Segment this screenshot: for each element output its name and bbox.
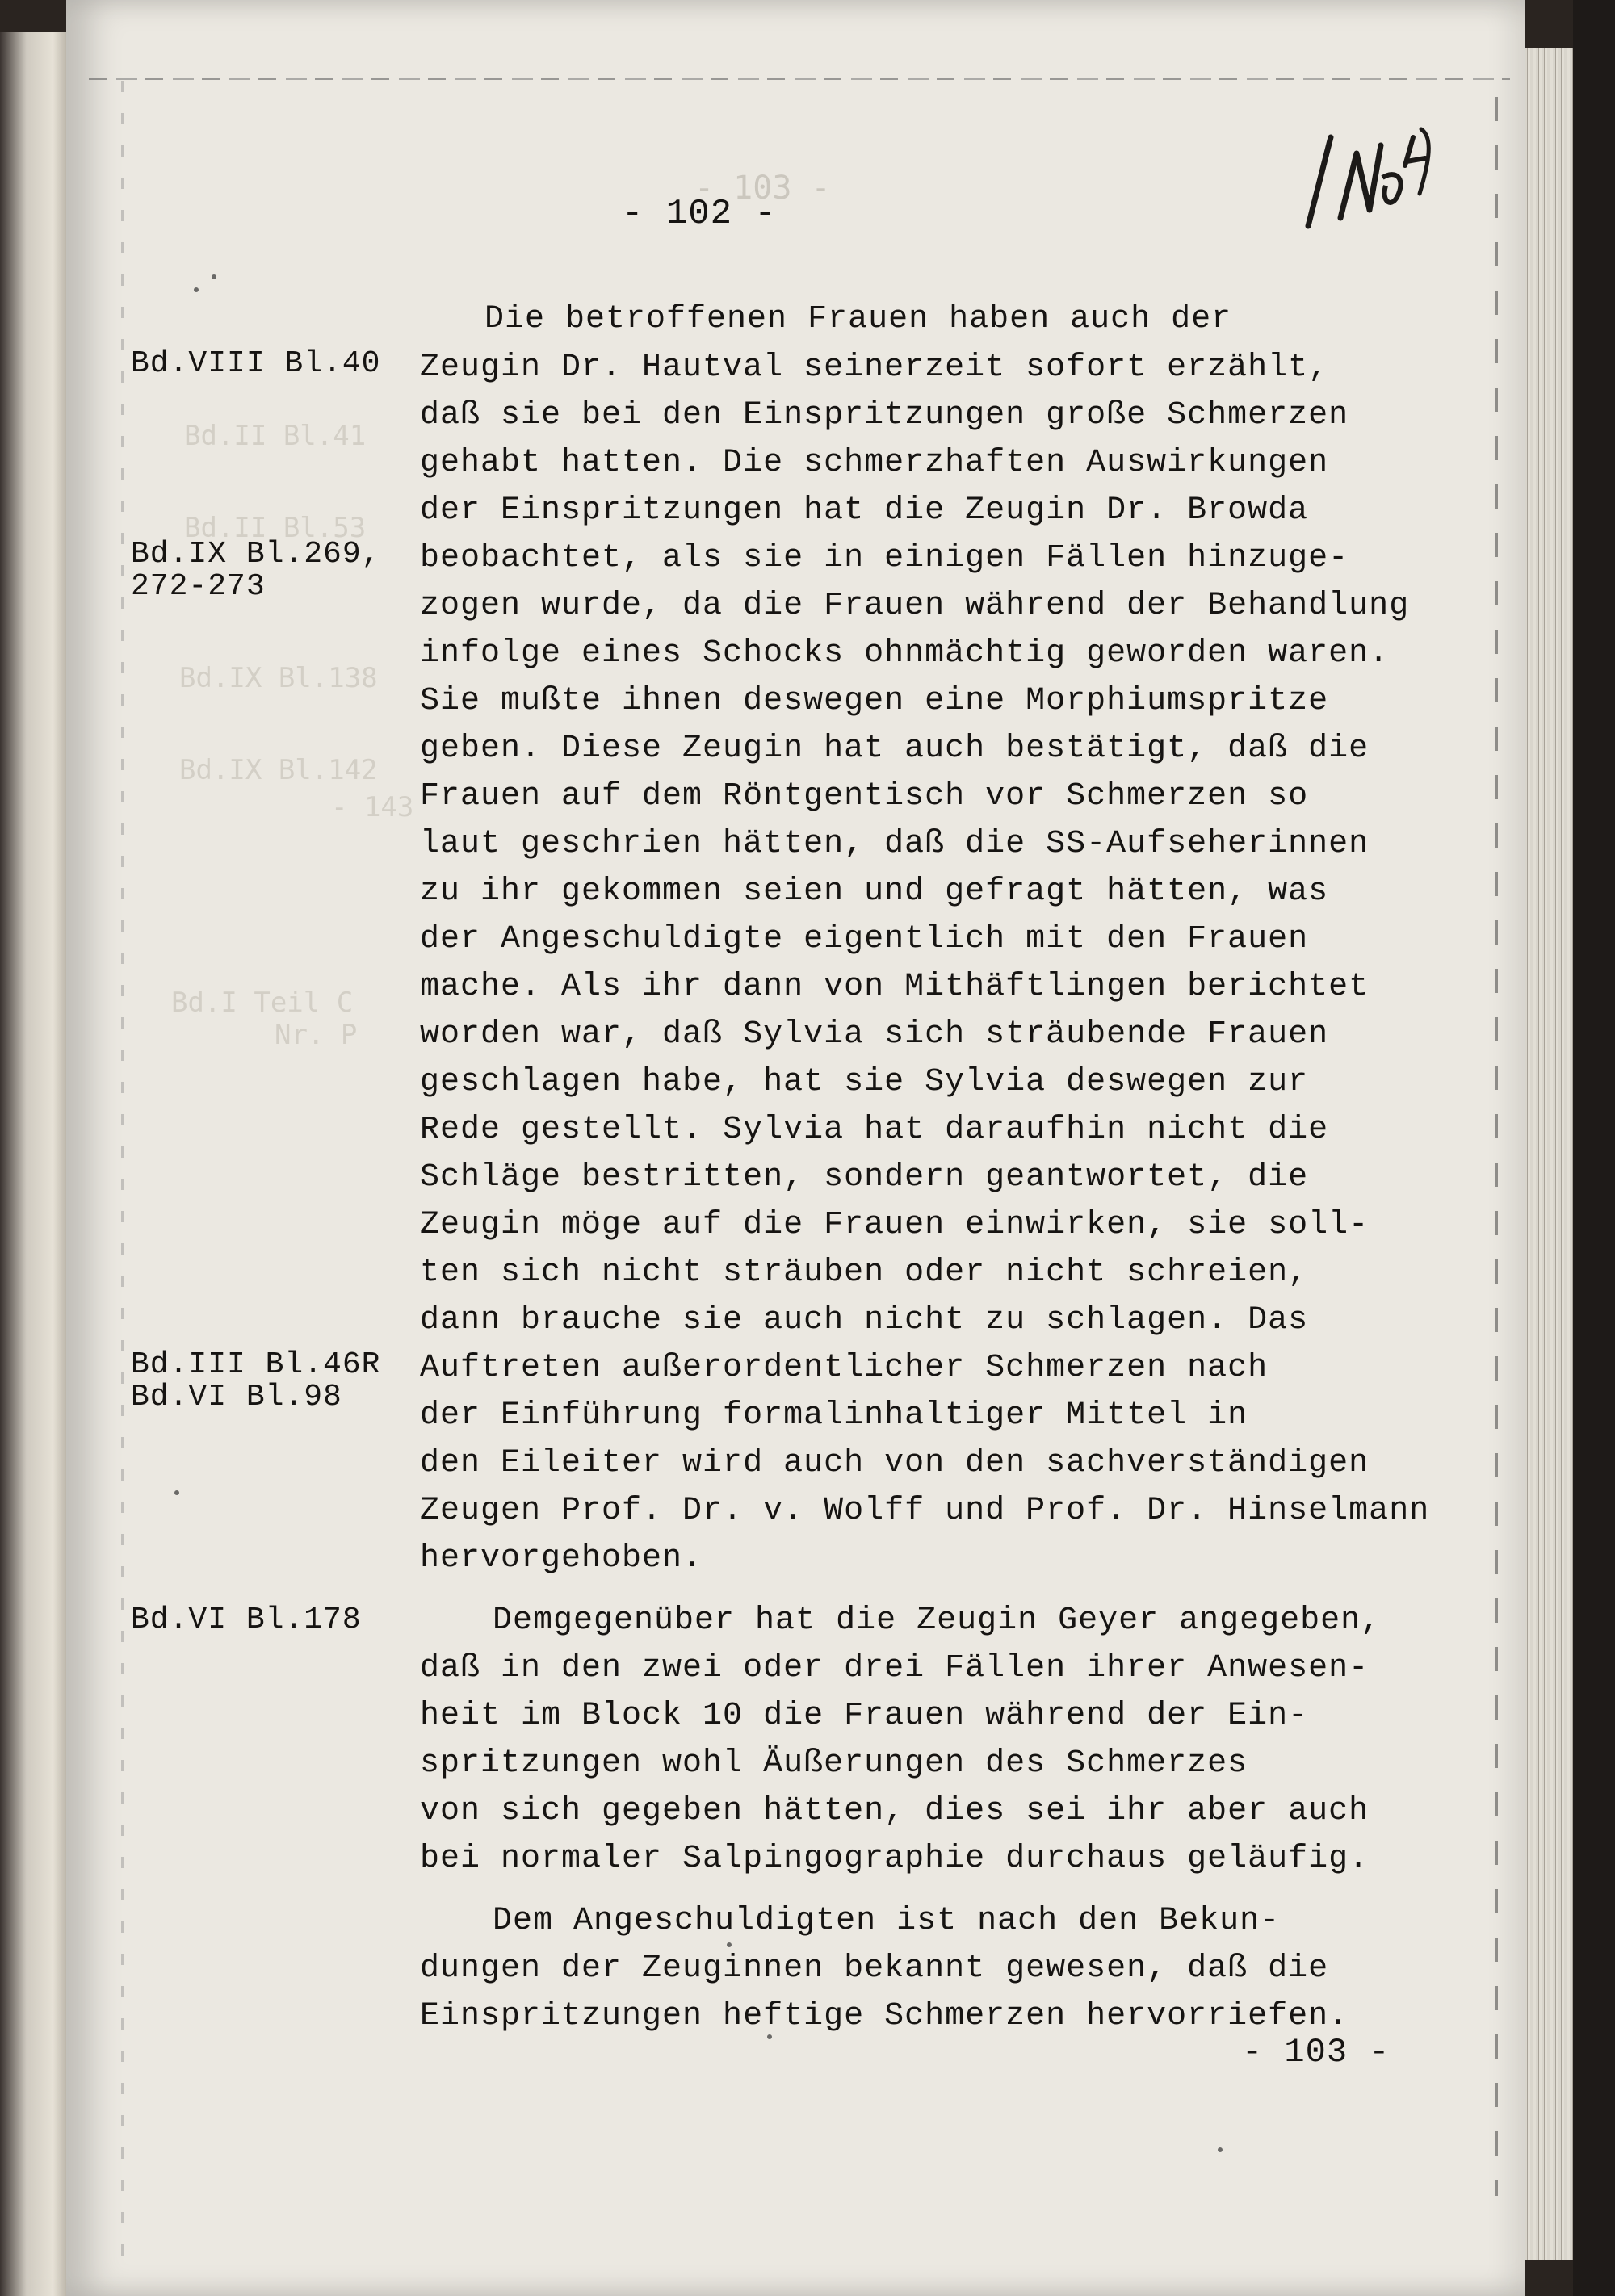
margin-reference: Bd.VI Bl.178 bbox=[131, 1603, 362, 1637]
text-line: daß in den zwei oder drei Fällen ihrer Anwesen- bbox=[420, 1650, 1370, 1686]
margin-reference: 272-273 bbox=[131, 569, 266, 604]
text-line: Zeugin Dr. Hautval seinerzeit sofort erzählt, bbox=[420, 350, 1329, 386]
text-line: dann brauche sie auch nicht zu schlagen. Das bbox=[420, 1302, 1309, 1339]
text-line: Demgegenüber hat die Zeugin Geyer angegeben, bbox=[493, 1603, 1382, 1639]
text-line: dungen der Zeuginnen bekannt gewesen, daß die bbox=[420, 1950, 1329, 1987]
scan-speck bbox=[174, 1490, 179, 1495]
binding-shadow bbox=[1573, 0, 1615, 2296]
bleed-through-margin-ref: Bd.II Bl.53 bbox=[184, 512, 367, 544]
text-line: der Angeschuldigte eigentlich mit den Frauen bbox=[420, 921, 1309, 957]
text-line: der Einführung formalinhaltiger Mittel in bbox=[420, 1397, 1248, 1434]
text-line: mache. Als ihr dann von Mithäftlingen berichtet bbox=[420, 969, 1370, 1005]
text-line: zu ihr gekommen seien und gefragt hätten, was bbox=[420, 874, 1329, 910]
text-line: heit im Block 10 die Frauen während der Ein- bbox=[420, 1698, 1309, 1734]
bleed-through-margin-ref: Bd.II Bl.41 bbox=[184, 420, 367, 452]
bleed-through-margin-ref: Bd.I Teil C bbox=[171, 987, 354, 1019]
text-line: geben. Diese Zeugin hat auch bestätigt, daß die bbox=[420, 731, 1370, 767]
page-number: - 102 - bbox=[622, 194, 777, 234]
scan-speck bbox=[1218, 2147, 1223, 2152]
text-line: daß sie bei den Einspritzungen große Schmerzen bbox=[420, 397, 1349, 434]
page-stack-edges bbox=[1525, 48, 1573, 2260]
margin-reference: Bd.IX Bl.269, bbox=[131, 537, 381, 572]
text-line: Frauen auf dem Röntgentisch vor Schmerzen so bbox=[420, 778, 1309, 815]
left-margin-marks bbox=[121, 81, 124, 2260]
bleed-through-page-number: - 103 - bbox=[694, 170, 831, 207]
text-line: Auftreten außerordentlicher Schmerzen nach bbox=[420, 1350, 1269, 1386]
text-line: geschlagen habe, hat sie Sylvia deswegen zur bbox=[420, 1064, 1309, 1100]
bleed-through-margin-ref: Bd.IX Bl.142 bbox=[179, 754, 378, 786]
text-line: der Einspritzungen hat die Zeugin Dr. Browda bbox=[420, 492, 1309, 529]
scan-speck bbox=[767, 2034, 772, 2039]
bleed-through-margin-ref: Bd.IX Bl.138 bbox=[179, 662, 378, 694]
text-line: laut geschrien hätten, daß die SS-Aufseherinnen bbox=[420, 826, 1370, 862]
margin-reference: Bd.VI Bl.98 bbox=[131, 1380, 342, 1414]
text-line: beobachtet, als sie in einigen Fällen hinzuge- bbox=[420, 540, 1349, 576]
bleed-through-margin-ref: Nr. P bbox=[275, 1019, 358, 1051]
text-line: bei normaler Salpingographie durchaus geläufig. bbox=[420, 1841, 1370, 1877]
text-line: Zeugin möge auf die Frauen einwirken, sie soll- bbox=[420, 1207, 1370, 1243]
text-line: Sie mußte ihnen deswegen eine Morphiumspritze bbox=[420, 683, 1329, 719]
catchword-next-page: - 103 - bbox=[1242, 2033, 1391, 2072]
scan-speck bbox=[212, 274, 216, 279]
text-line: spritzungen wohl Äußerungen des Schmerzes bbox=[420, 1745, 1248, 1782]
text-line: Schläge bestritten, sondern geantwortet, die bbox=[420, 1159, 1309, 1196]
top-border-marks bbox=[89, 78, 1510, 80]
text-line: von sich gegeben hätten, dies sei ihr aber auch bbox=[420, 1793, 1370, 1829]
text-line: Rede gestellt. Sylvia hat daraufhin nicht die bbox=[420, 1112, 1329, 1148]
bleed-through-margin-ref: - 143 bbox=[331, 791, 414, 823]
margin-reference: Bd.VIII Bl.40 bbox=[131, 346, 381, 381]
text-line: Die betroffenen Frauen haben auch der bbox=[484, 301, 1232, 337]
scan-speck bbox=[727, 1942, 732, 1947]
right-margin-marks bbox=[1495, 97, 1498, 2196]
text-line: Zeugen Prof. Dr. v. Wolff und Prof. Dr. Hinselmann bbox=[420, 1493, 1430, 1529]
text-line: Einspritzungen heftige Schmerzen hervorriefen. bbox=[420, 1998, 1349, 2034]
text-line: infolge eines Schocks ohnmächtig geworden waren. bbox=[420, 635, 1390, 672]
text-line: den Eileiter wird auch von den sachverständigen bbox=[420, 1445, 1370, 1481]
text-line: hervorgehoben. bbox=[420, 1540, 703, 1577]
text-line: gehabt hatten. Die schmerzhaften Auswirkungen bbox=[420, 445, 1329, 481]
text-line: zogen wurde, da die Frauen während der Behandlung bbox=[420, 588, 1410, 624]
text-line: ten sich nicht sträuben oder nicht schreien, bbox=[420, 1255, 1309, 1291]
scan-speck bbox=[194, 287, 199, 292]
handwritten-folio-mark bbox=[1292, 121, 1437, 242]
text-line: worden war, daß Sylvia sich sträubende Frauen bbox=[420, 1016, 1329, 1053]
text-line: Dem Angeschuldigten ist nach den Bekun- bbox=[493, 1903, 1281, 1939]
margin-reference: Bd.III Bl.46R bbox=[131, 1347, 381, 1382]
left-page-edge bbox=[0, 32, 66, 2296]
